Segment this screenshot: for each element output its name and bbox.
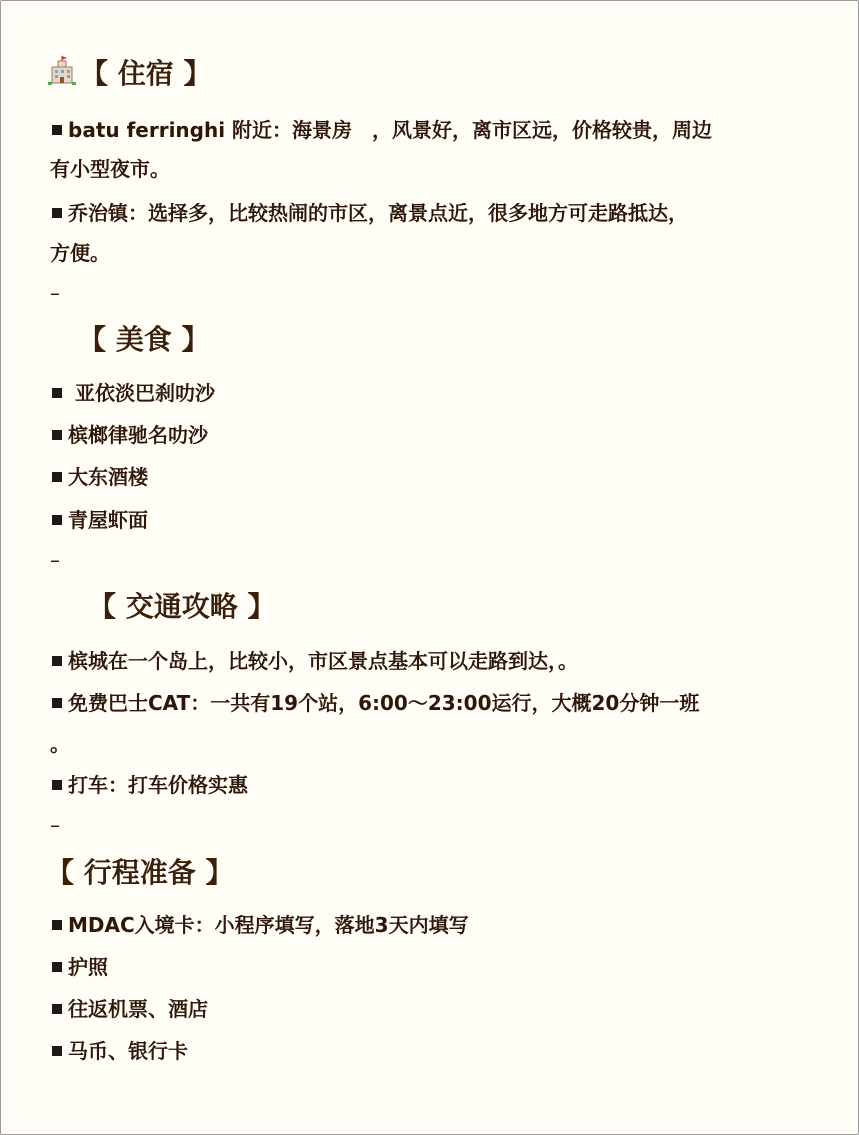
bullet-icon <box>52 780 62 790</box>
prep-item-2: 护照 <box>52 953 108 981</box>
food-heading <box>78 318 210 362</box>
prep-item-4: 马币、银行卡 <box>52 1037 188 1065</box>
food-item-4: 青屋虾面 <box>52 506 148 534</box>
food-item-3: 大东酒楼 <box>52 463 148 491</box>
bullet-icon <box>52 388 62 398</box>
transport-title: 【 交通攻略 】 <box>88 590 276 623</box>
bullet-icon <box>52 208 62 218</box>
food-item-2: 槟榔律驰名叻沙 <box>52 421 208 449</box>
food-item-1: 亚依淡巴刹叻沙 <box>52 379 215 407</box>
prep-item-1: MDAC入境卡：小程序填写，落地3天内填写 <box>52 911 469 939</box>
lodging-item-1-line1: batu ferringhi 附近：海景房 ，风景好，离市区远，价格较贵，周边 <box>52 116 712 144</box>
separator-3: – <box>50 813 60 837</box>
bullet-icon <box>52 1046 62 1056</box>
bullet-icon <box>52 472 62 482</box>
food-title: 【 美食 】 <box>78 323 210 356</box>
lodging-item-2-line2: 方便。 <box>50 241 110 265</box>
lodging-item-2-line1: 乔治镇：选择多，比较热闹的市区，离景点近，很多地方可走路抵达， <box>52 199 688 227</box>
separator-1: – <box>50 281 60 305</box>
lodging-item-1-line2: 有小型夜市。 <box>50 157 170 181</box>
lodging-title: 【 住宿 】 <box>80 57 212 90</box>
transport-heading <box>88 585 276 629</box>
prep-item-3: 往返机票、酒店 <box>52 995 208 1023</box>
bullet-icon <box>52 125 62 135</box>
transport-item-3: 打车：打车价格实惠 <box>52 771 248 799</box>
prep-title: 【 行程准备 】 <box>46 856 234 889</box>
lodging-heading <box>46 52 212 96</box>
hotel-icon <box>46 55 78 87</box>
bullet-icon <box>52 515 62 525</box>
transport-item-1: 槟城在一个岛上，比较小，市区景点基本可以走路到达，。 <box>52 647 578 675</box>
bullet-icon <box>52 430 62 440</box>
bullet-icon <box>52 962 62 972</box>
bullet-icon <box>52 1004 62 1014</box>
bullet-icon <box>52 656 62 666</box>
transport-item-2-line2: 。 <box>50 732 70 756</box>
bullet-icon <box>52 698 62 708</box>
transport-item-2-line1: 免费巴士CAT：一共有19个站，6:00～23:00运行，大概20分钟一班 <box>52 689 699 717</box>
prep-heading <box>46 851 234 895</box>
separator-2: – <box>50 548 60 572</box>
bullet-icon <box>52 920 62 930</box>
